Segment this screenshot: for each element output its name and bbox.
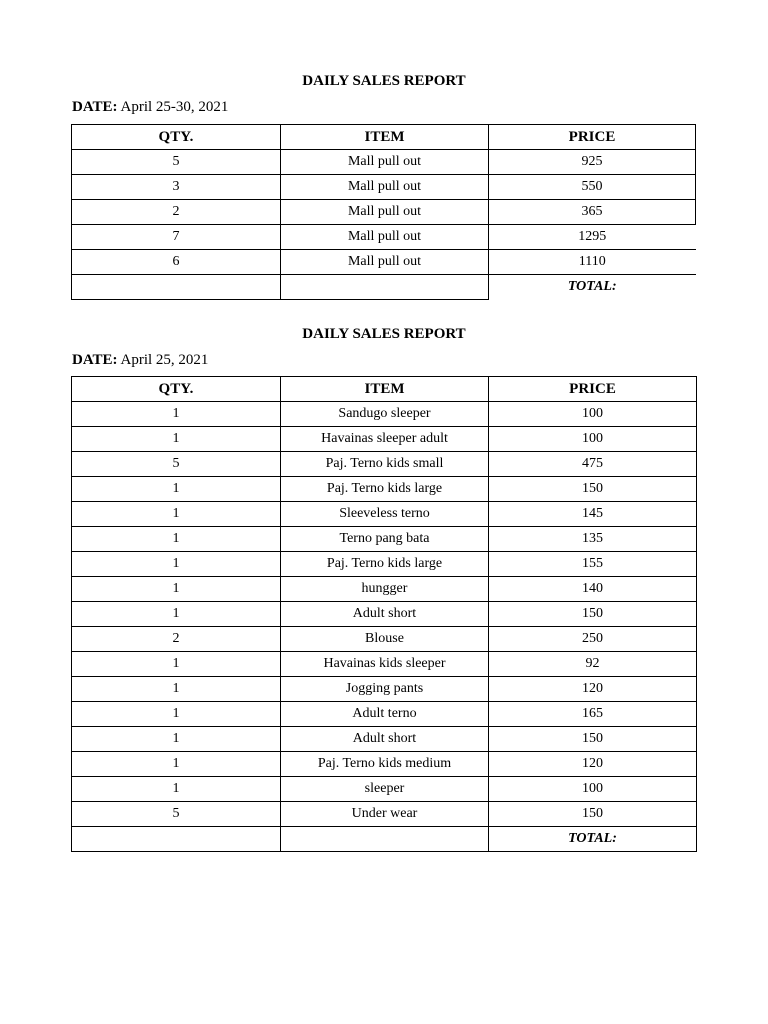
price-cell: 135 bbox=[489, 527, 697, 552]
price-cell: 100 bbox=[489, 777, 697, 802]
item-header: ITEM bbox=[281, 125, 489, 150]
price-cell: 145 bbox=[489, 502, 697, 527]
table-row bbox=[72, 677, 697, 702]
item-cell: Paj. Terno kids large bbox=[281, 552, 489, 577]
item-cell: Paj. Terno kids small bbox=[281, 452, 489, 477]
table-header-row bbox=[72, 377, 697, 402]
date-label: DATE: bbox=[72, 99, 118, 115]
qty-cell: 1 bbox=[72, 402, 281, 427]
price-cell: 475 bbox=[489, 452, 697, 477]
table-row bbox=[72, 727, 697, 752]
table-row bbox=[72, 802, 697, 827]
price-cell: 120 bbox=[489, 752, 697, 777]
qty-cell: 1 bbox=[72, 602, 281, 627]
table-row bbox=[72, 752, 697, 777]
qty-cell: 1 bbox=[72, 427, 281, 452]
item-cell: Mall pull out bbox=[281, 250, 489, 275]
price-cell: 100 bbox=[489, 402, 697, 427]
qty-cell: 5 bbox=[72, 802, 281, 827]
qty-cell: 1 bbox=[72, 652, 281, 677]
report-date bbox=[72, 99, 228, 116]
qty-cell: 1 bbox=[72, 677, 281, 702]
price-cell: 120 bbox=[489, 677, 697, 702]
item-cell: Paj. Terno kids large bbox=[281, 477, 489, 502]
price-header: PRICE bbox=[489, 125, 696, 150]
date-value: April 25, 2021 bbox=[117, 352, 209, 368]
item-cell: sleeper bbox=[281, 777, 489, 802]
item-cell: Mall pull out bbox=[281, 175, 489, 200]
table-row bbox=[72, 452, 697, 477]
item-cell: Adult short bbox=[281, 727, 489, 752]
item-cell: Under wear bbox=[281, 802, 489, 827]
price-cell: 165 bbox=[489, 702, 697, 727]
price-cell: 1110 bbox=[489, 250, 696, 275]
qty-cell: 2 bbox=[72, 200, 281, 225]
price-cell: 155 bbox=[489, 552, 697, 577]
total-label: TOTAL: bbox=[489, 827, 697, 852]
report-title: DAILY SALES REPORT bbox=[302, 73, 466, 89]
sales-table bbox=[71, 376, 697, 852]
table-row bbox=[72, 777, 697, 802]
price-cell: 92 bbox=[489, 652, 697, 677]
item-cell: Paj. Terno kids medium bbox=[281, 752, 489, 777]
item-cell: Jogging pants bbox=[281, 677, 489, 702]
item-cell: Mall pull out bbox=[281, 200, 489, 225]
table-row bbox=[72, 602, 697, 627]
price-cell: 100 bbox=[489, 427, 697, 452]
table-row bbox=[72, 175, 696, 200]
table-header-row bbox=[72, 125, 696, 150]
sales-table bbox=[71, 124, 696, 300]
total-empty-cell bbox=[72, 827, 281, 852]
price-cell: 150 bbox=[489, 602, 697, 627]
item-cell: Havainas sleeper adult bbox=[281, 427, 489, 452]
total-row bbox=[72, 275, 696, 300]
price-cell: 150 bbox=[489, 477, 697, 502]
price-cell: 150 bbox=[489, 727, 697, 752]
table-row bbox=[72, 150, 696, 175]
price-header: PRICE bbox=[489, 377, 697, 402]
price-cell: 550 bbox=[489, 175, 696, 200]
item-cell: Adult terno bbox=[281, 702, 489, 727]
qty-cell: 1 bbox=[72, 702, 281, 727]
qty-cell: 1 bbox=[72, 477, 281, 502]
qty-cell: 1 bbox=[72, 527, 281, 552]
qty-cell: 3 bbox=[72, 175, 281, 200]
price-cell: 925 bbox=[489, 150, 696, 175]
qty-cell: 7 bbox=[72, 225, 281, 250]
item-cell: Mall pull out bbox=[281, 150, 489, 175]
table-row bbox=[72, 225, 696, 250]
item-cell: Mall pull out bbox=[281, 225, 489, 250]
price-cell: 140 bbox=[489, 577, 697, 602]
total-label: TOTAL: bbox=[489, 275, 696, 300]
qty-cell: 6 bbox=[72, 250, 281, 275]
qty-cell: 1 bbox=[72, 502, 281, 527]
qty-cell: 1 bbox=[72, 577, 281, 602]
table-row bbox=[72, 200, 696, 225]
qty-header: QTY. bbox=[72, 125, 281, 150]
item-cell: hungger bbox=[281, 577, 489, 602]
price-cell: 1295 bbox=[489, 225, 696, 250]
qty-cell: 2 bbox=[72, 627, 281, 652]
table-row bbox=[72, 250, 696, 275]
date-label: DATE: bbox=[72, 352, 118, 368]
item-cell: Sleeveless terno bbox=[281, 502, 489, 527]
price-cell: 365 bbox=[489, 200, 696, 225]
table-row bbox=[72, 552, 697, 577]
table-row bbox=[72, 702, 697, 727]
table-row bbox=[72, 502, 697, 527]
table-row bbox=[72, 577, 697, 602]
table-row bbox=[72, 652, 697, 677]
table-row bbox=[72, 627, 697, 652]
qty-header: QTY. bbox=[72, 377, 281, 402]
qty-cell: 1 bbox=[72, 552, 281, 577]
item-header: ITEM bbox=[281, 377, 489, 402]
qty-cell: 1 bbox=[72, 777, 281, 802]
item-cell: Adult short bbox=[281, 602, 489, 627]
qty-cell: 5 bbox=[72, 150, 281, 175]
qty-cell: 1 bbox=[72, 727, 281, 752]
total-empty-cell bbox=[72, 275, 281, 300]
price-cell: 150 bbox=[489, 802, 697, 827]
table-row bbox=[72, 527, 697, 552]
item-cell: Sandugo sleeper bbox=[281, 402, 489, 427]
total-row bbox=[72, 827, 697, 852]
total-empty-cell bbox=[281, 275, 489, 300]
date-value: April 25-30, 2021 bbox=[117, 99, 229, 115]
item-cell: Terno pang bata bbox=[281, 527, 489, 552]
qty-cell: 5 bbox=[72, 452, 281, 477]
item-cell: Havainas kids sleeper bbox=[281, 652, 489, 677]
total-empty-cell bbox=[281, 827, 489, 852]
report-date bbox=[72, 352, 208, 369]
item-cell: Blouse bbox=[281, 627, 489, 652]
table-row bbox=[72, 402, 697, 427]
price-cell: 250 bbox=[489, 627, 697, 652]
table-row bbox=[72, 427, 697, 452]
table-row bbox=[72, 477, 697, 502]
report-title: DAILY SALES REPORT bbox=[302, 326, 466, 342]
qty-cell: 1 bbox=[72, 752, 281, 777]
